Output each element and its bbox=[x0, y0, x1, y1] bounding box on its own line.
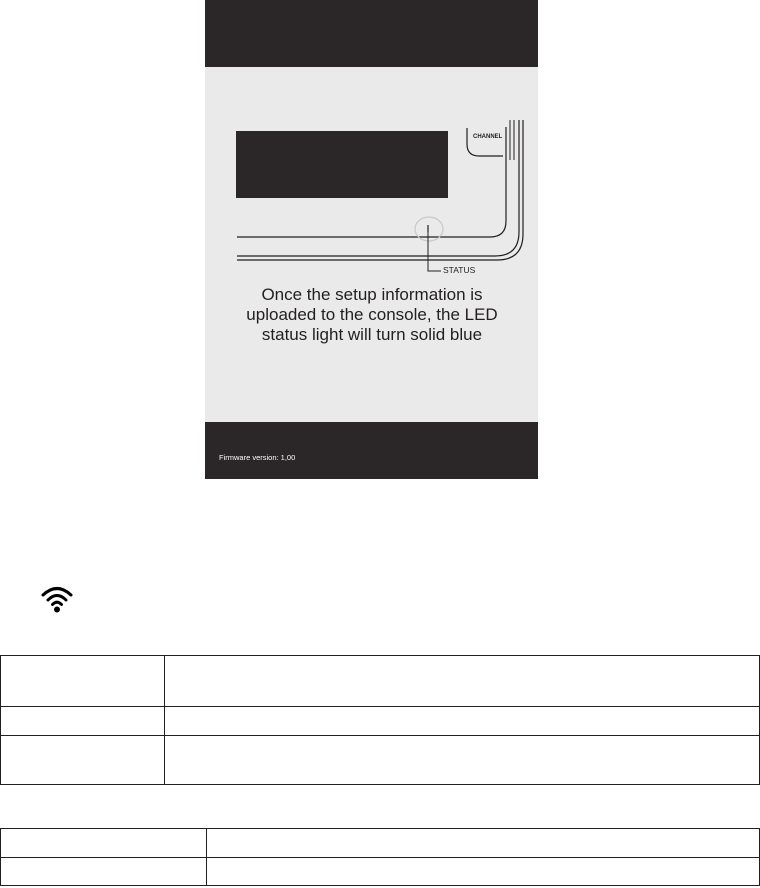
status-label: STATUS bbox=[443, 265, 476, 275]
table-cell bbox=[1, 707, 165, 736]
table-cell bbox=[165, 736, 760, 785]
table-cell bbox=[207, 829, 760, 858]
table-cell bbox=[165, 707, 760, 736]
screen-bottom-bar bbox=[205, 422, 538, 479]
table-cell bbox=[1, 736, 165, 785]
table-row bbox=[1, 858, 760, 886]
console-outline bbox=[205, 0, 538, 479]
spec-table-2 bbox=[0, 828, 760, 886]
table-cell bbox=[1, 656, 165, 707]
table-row bbox=[1, 656, 760, 707]
table-cell bbox=[165, 656, 760, 707]
firmware-version: Firmware version: 1,00 bbox=[219, 453, 296, 462]
table-row bbox=[1, 736, 760, 785]
table-row bbox=[1, 707, 760, 736]
channel-label: CHANNEL bbox=[473, 134, 503, 140]
table-row bbox=[1, 829, 760, 858]
table-cell bbox=[1, 829, 207, 858]
setup-instruction-text: Once the setup information is uploaded to the console, the LED status light will turn solid blue bbox=[246, 285, 498, 344]
spec-table-1 bbox=[0, 655, 760, 785]
table-cell bbox=[207, 858, 760, 886]
console-screen-illustration bbox=[205, 0, 538, 479]
wifi-icon bbox=[40, 585, 74, 613]
table-cell bbox=[1, 858, 207, 886]
